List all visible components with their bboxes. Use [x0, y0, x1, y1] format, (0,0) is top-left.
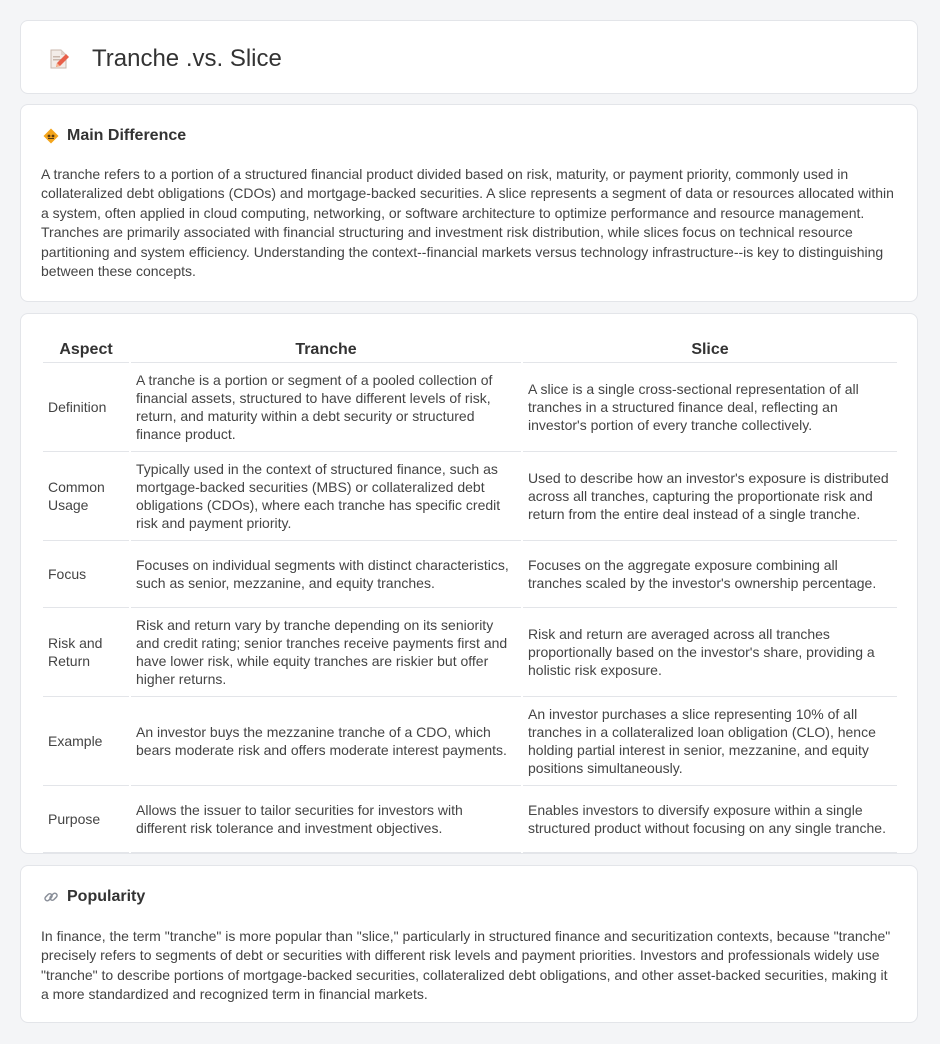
table-row	[43, 452, 897, 541]
document-edit-icon	[47, 47, 71, 71]
table-row	[43, 363, 897, 452]
main-difference-text: A tranche refers to a portion of a structured financial product divided based on risk, maturity, or payment priority, commonly used in collateralized debt obligations (CDOs) and mortgage-backed securities. A slice represents a segment of data or resources allocated within a system, often applied in cloud computing, networking, or software architecture to optimize performance and resource management. Tranches are primarily associated with financial structuring and investment risk distribution, while slices focus on technical resource partitioning and system efficiency. Understanding the context--financial markets versus technology infrastructure--is key to distinguishing between these concepts.	[41, 166, 894, 280]
popularity-text: In finance, the term "tranche" is more popular than "slice," particularly in structured finance and securitization contexts, because "tranche" precisely refers to segments of debt or securities with different risk levels and payment priorities. Investors and professionals widely use "tranche" to describe portions of mortgage-backed securities, collateralized debt obligations, and other asset-backed securities, making it a more standardized and recognized term in financial markets.	[41, 928, 891, 1003]
comparison-table-card	[20, 313, 918, 854]
row-aspect: Example	[43, 697, 129, 786]
row-slice: A slice is a single cross-sectional representation of all tranches in a structured finance deal, reflecting an investor's portion of every tranche collectively.	[523, 363, 897, 452]
row-slice: Enables investors to diversify exposure within a single structured product without focusing on any single tranche.	[523, 786, 897, 853]
table-row	[43, 697, 897, 786]
row-tranche: Typically used in the context of structured finance, such as mortgage-backed securities (MBS) or collateralized debt obligations (CDOs), where each tranche has specific credit risk and payment priority.	[131, 452, 521, 541]
table-row	[43, 786, 897, 853]
popularity-card	[20, 865, 918, 1023]
row-slice: Used to describe how an investor's exposure is distributed across all tranches, capturing the proportionate risk and return from the entire deal instead of a single tranche.	[523, 452, 897, 541]
header-slice: Slice	[523, 334, 897, 363]
table-row	[43, 608, 897, 697]
row-aspect: Definition	[43, 363, 129, 452]
header-tranche: Tranche	[131, 334, 521, 363]
header-aspect: Aspect	[43, 334, 129, 363]
row-aspect: Risk and Return	[43, 608, 129, 697]
title-card	[20, 20, 918, 94]
row-tranche: A tranche is a portion or segment of a pooled collection of financial assets, structured to have different levels of risk, return, and maturity within a debt security or structured finance product.	[131, 363, 521, 452]
table-header-row	[43, 334, 897, 363]
row-aspect: Focus	[43, 541, 129, 608]
link-icon	[43, 889, 59, 905]
row-slice: An investor purchases a slice representing 10% of all tranches in a collateralized loan obligation (CLO), hence holding partial interest in senior, mezzanine, and equity positions simultaneously.	[523, 697, 897, 786]
row-tranche: Focuses on individual segments with distinct characteristics, such as senior, mezzanine, and equity tranches.	[131, 541, 521, 608]
main-difference-card	[20, 104, 918, 302]
comparison-table	[41, 334, 899, 853]
popularity-heading: Popularity	[67, 888, 146, 905]
main-difference-heading: Main Difference	[67, 127, 187, 144]
row-tranche: Allows the issuer to tailor securities for investors with different risk tolerance and investment objectives.	[131, 786, 521, 853]
row-tranche: Risk and return vary by tranche depending on its seniority and credit rating; senior tranches receive payments first and have lower risk, while equity tranches are riskier but offer higher returns.	[131, 608, 521, 697]
row-aspect: Purpose	[43, 786, 129, 853]
diamond-sign-icon	[43, 128, 59, 144]
row-slice: Risk and return are averaged across all tranches proportionally based on the investor's share, providing a holistic risk exposure.	[523, 608, 897, 697]
row-tranche: An investor buys the mezzanine tranche of a CDO, which bears moderate risk and offers moderate interest payments.	[131, 697, 521, 786]
row-aspect: Common Usage	[43, 452, 129, 541]
row-slice: Focuses on the aggregate exposure combining all tranches scaled by the investor's ownership percentage.	[523, 541, 897, 608]
table-row	[43, 541, 897, 608]
page-title: Tranche .vs. Slice	[92, 45, 282, 72]
